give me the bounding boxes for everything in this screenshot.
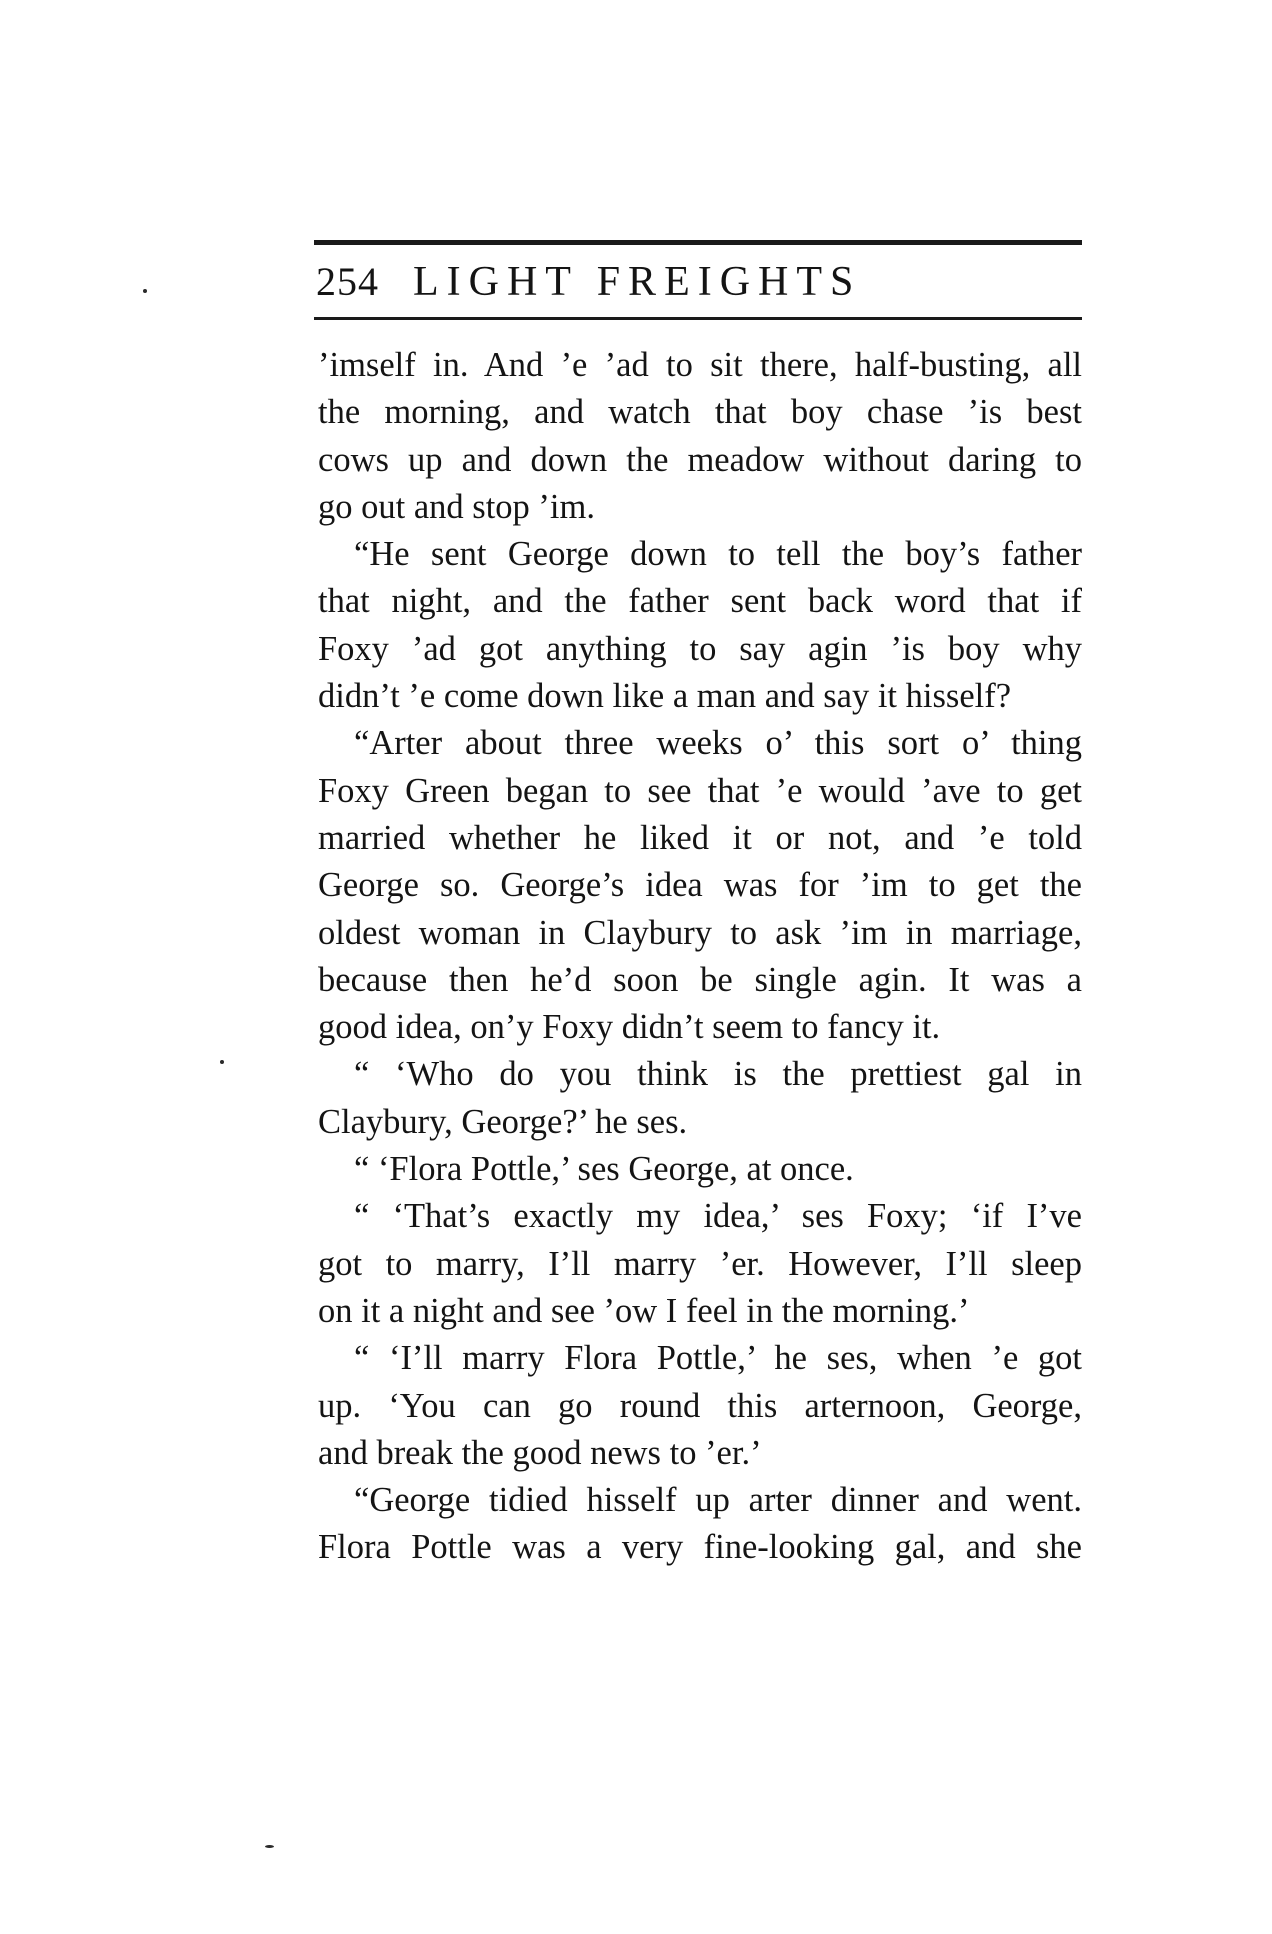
text-line: “ ‘I’ll marry Flora Pottle,’ he ses, when ’e got — [354, 1339, 1082, 1378]
text-line: and break the good news to ’er.’ — [318, 1433, 762, 1472]
text-line: “Arter about three weeks o’ this sort o’ thing — [354, 724, 1082, 763]
text-line: go out and stop ’im. — [318, 487, 595, 526]
text-line: ’imself in. And ’e ’ad to sit there, half-busting, all — [318, 346, 1082, 384]
scan-speck — [265, 1845, 274, 1848]
text-line: cows up and down the meadow without daring to — [318, 440, 1082, 479]
text-line: “ ‘Who do you think is the prettiest gal in — [354, 1055, 1082, 1094]
text-line: George so. George’s idea was for ’im to get the — [318, 866, 1082, 905]
text-line: on it a night and see ’ow I feel in the morning.’ — [318, 1291, 970, 1330]
text-line: oldest woman in Claybury to ask ’im in marriage, — [318, 913, 1082, 952]
text-line: up. ‘You can go round this arternoon, George, — [318, 1386, 1082, 1425]
header-rule-bottom — [314, 317, 1082, 320]
text-line: because then he’d soon be single agin. It was a — [318, 960, 1082, 999]
text-line: “George tidied hisself up arter dinner and went. — [354, 1481, 1082, 1520]
text-line: Flora Pottle was a very fine-looking gal, and she — [318, 1528, 1082, 1567]
text-line: didn’t ’e come down like a man and say it hisself? — [318, 677, 1012, 716]
text-line: the morning, and watch that boy chase ’is best — [318, 393, 1082, 432]
scan-speck — [220, 1060, 224, 1064]
scan-speck — [143, 289, 147, 293]
header-rule-top — [314, 240, 1082, 245]
text-line: good idea, on’y Foxy didn’t seem to fancy it. — [318, 1008, 941, 1047]
text-line: got to marry, I’ll marry ’er. However, I’ll sleep — [318, 1244, 1082, 1283]
text-line: Foxy Green began to see that ’e would ’ave to get — [318, 771, 1082, 810]
text-line: “ ‘Flora Pottle,’ ses George, at once. — [354, 1150, 854, 1189]
text-line: “He sent George down to tell the boy’s father — [354, 535, 1082, 574]
text-line: married whether he liked it or not, and ’e told — [318, 818, 1082, 857]
text-line: “ ‘That’s exactly my idea,’ ses Foxy; ‘if I’ve — [354, 1197, 1082, 1236]
running-title: LIGHT FREIGHTS — [413, 259, 862, 305]
running-header — [316, 258, 1082, 314]
text-line: Claybury, George?’ he ses. — [318, 1102, 688, 1141]
text-line: Foxy ’ad got anything to say agin ’is boy why — [318, 629, 1082, 668]
text-line: that night, and the father sent back word that if — [318, 582, 1082, 621]
page-number: 254 — [316, 259, 379, 304]
body-text — [318, 342, 1082, 1572]
